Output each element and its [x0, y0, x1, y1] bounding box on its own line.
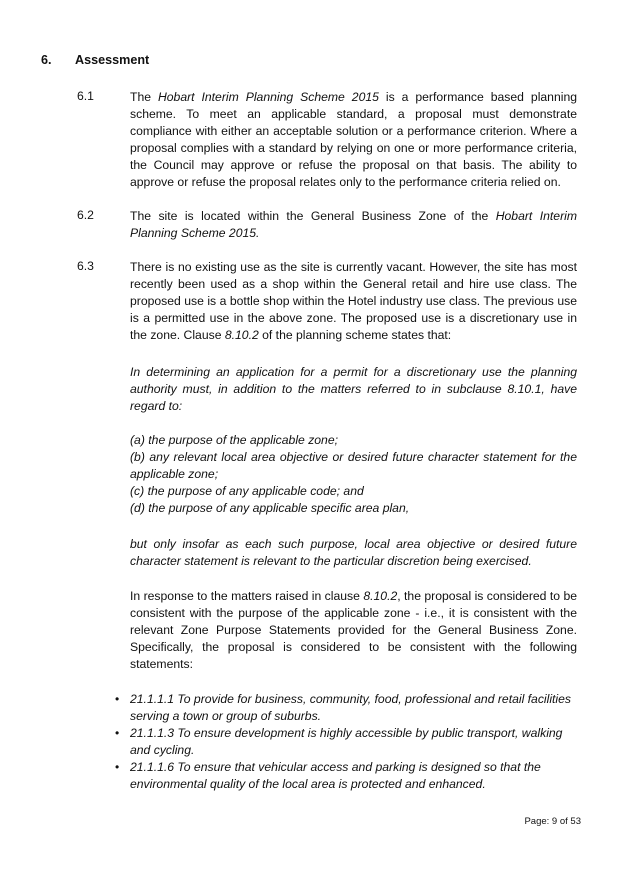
paragraph-number-6-1: 6.1 — [77, 89, 94, 103]
paragraph-number-6-3: 6.3 — [77, 259, 94, 273]
p63-text-a: There is no existing use as the site is currently vacant. However, the site has most recently been used as a shop within the General retail and hire use class. The proposed use is a bottle shop within the Hotel industry use class. The previous use is a permitted use in the above zone. The proposed use is a discretionary use in the zone. Clause — [130, 260, 577, 342]
list-item — [115, 691, 577, 725]
p63-clause-ref: 8.10.2 — [224, 327, 259, 342]
quote-outro: but only insofar as each such purpose, local area objective or desired future character statement is relevant to the particular discretion being exercised. — [130, 537, 577, 568]
resp-text-a: In response to the matters raised in clause — [130, 589, 364, 603]
p61-scheme-name: Hobart Interim Planning Scheme 2015 — [157, 90, 379, 104]
quote-item: (b) any relevant local area objective or desired future character statement for the applicable zone; — [130, 449, 577, 481]
paragraph-6-2 — [130, 208, 577, 242]
zone-purpose-list — [115, 691, 577, 792]
bullet-icon: • — [115, 759, 120, 774]
list-item — [115, 725, 577, 759]
p63-text-c: of the planning scheme states that: — [258, 327, 452, 342]
quote-item: (a) the purpose of the applicable zone; — [130, 433, 339, 447]
quote-item: (c) the purpose of any applicable code; and — [130, 483, 364, 498]
quote-intro: In determining an application for a permit for a discretionary use the planning authority must, in addition to the matters referred to in subclause 8.10.1, have regard to: — [130, 365, 577, 413]
p61-text-c: is a performance based planning scheme. To meet an applicable standard, a proposal must demonstrate compliance with either an acceptable solution or a performance criterion. Where a proposal complies with a standard by relying on one or more performance criteria, the Council may approve or refuse the proposal on that basis. The ability to approve or refuse the proposal relates only to the performance criteria relied on. — [130, 90, 577, 189]
list-item-text: 21.1.1.6 To ensure that vehicular access and parking is designed so that the environmental quality of the local area is protected and enhanced. — [130, 759, 541, 791]
resp-clause-ref: 8.10.2 — [363, 589, 398, 603]
page-number: Page: 9 of 53 — [524, 816, 581, 827]
list-item-text: 21.1.1.3 To ensure development is highly accessible by public transport, walking and cycling. — [130, 725, 563, 757]
resp-text-c: , the proposal is considered to be consistent with the purpose of the applicable zone - i.e., it is consistent with the relevant Zone Purpose Statements provided for the General Business Zone. Specifically, the proposal is considered to be consistent with the following statements: — [130, 589, 577, 671]
bullet-icon: • — [115, 725, 120, 740]
p62-text-a: The site is located within the General Business Zone of the — [130, 209, 496, 223]
bullet-icon: • — [115, 692, 120, 706]
quote-item: (d) the purpose of any applicable specific area plan, — [130, 500, 410, 515]
paragraph-6-1 — [130, 89, 577, 190]
section-title: Assessment — [75, 53, 150, 67]
list-item-text: 21.1.1.1 To provide for business, community, food, professional and retail facilities serving a town or group of suburbs. — [130, 692, 572, 723]
paragraph-number-6-2: 6.2 — [77, 208, 94, 222]
quote-list — [130, 432, 577, 517]
section-number: 6. — [41, 53, 52, 67]
response-paragraph — [130, 588, 577, 673]
p61-text-a: The — [130, 90, 158, 104]
section-heading — [41, 53, 149, 67]
paragraph-6-3 — [130, 259, 577, 344]
list-item — [115, 759, 577, 793]
p62-scheme-name: Hobart Interim Planning Scheme 2015. — [130, 209, 577, 240]
